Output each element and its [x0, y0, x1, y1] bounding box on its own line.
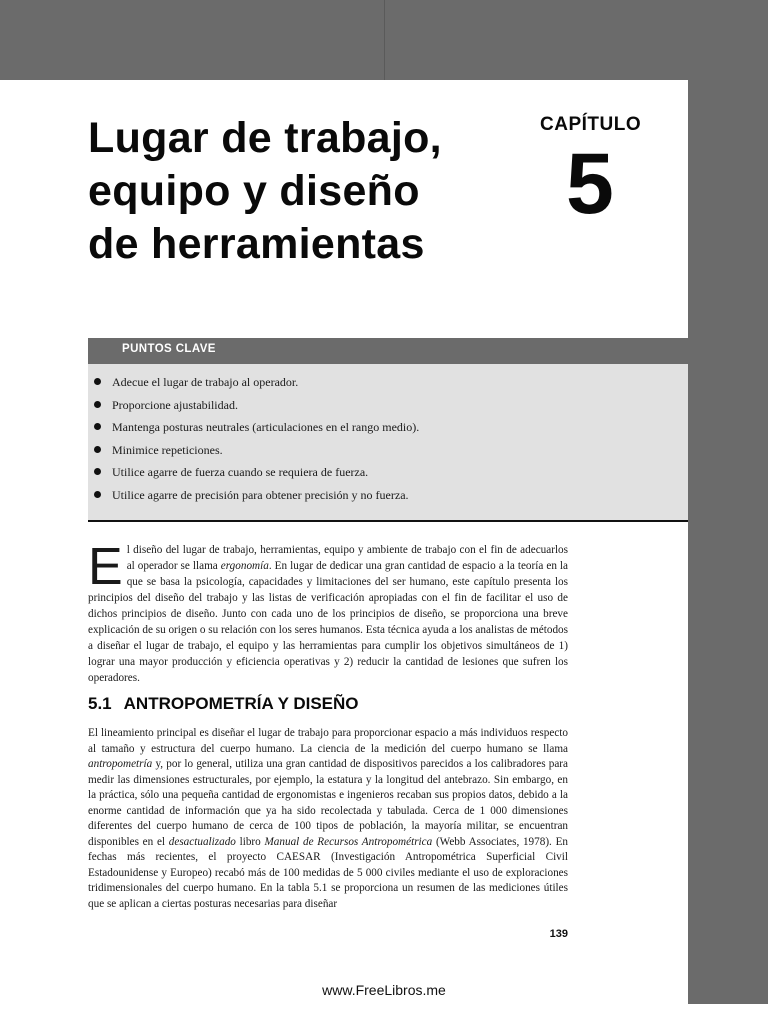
key-points-header	[88, 338, 688, 364]
key-point-text: Adecue el lugar de trabajo al operador.	[112, 375, 299, 389]
bullet-icon	[94, 446, 101, 453]
key-points-box	[88, 364, 688, 522]
bullet-icon	[94, 401, 101, 408]
top-gray-band	[0, 0, 768, 80]
key-point-item	[94, 442, 419, 465]
page-number: 139	[549, 928, 568, 940]
key-point-item	[94, 397, 419, 420]
section-number: 5.1	[88, 694, 112, 713]
right-gray-band	[688, 0, 768, 1004]
chapter-label: CAPÍTULO	[540, 114, 642, 135]
book-title: Manual de Recursos Antropométrica	[264, 835, 433, 848]
bullet-icon	[94, 491, 101, 498]
intro-text-continued: . En lugar de dedicar una gran cantidad de espacio a la teoría en la que se basa la psicología, capacidades y limitaciones del ser humano, este capítulo presenta los principios del diseño del trabajo y las listas de verificación apropiadas con el fin de facilitar el uso de dichos principios de diseño. Junto con cada uno de los principios de diseño, se proporciona una breve explicación de su origen o su relación con los seres humanos. Esta técnica ayuda a los analistas de métodos a diseñar el lugar de trabajo, el equipo y las herramientas para cumplir los objetivos simultáneos de 1) lograr una mayor producción y eficiencia operativas y 2) reducir la cantidad de lesiones que sufren los operadores.	[88, 560, 569, 684]
bullet-icon	[94, 468, 101, 475]
bullet-icon	[94, 423, 101, 430]
body-paragraph	[88, 726, 568, 912]
key-point-text: Minimice repeticiones.	[112, 442, 223, 457]
key-points-list	[94, 374, 419, 510]
body-term: desactualizado	[168, 835, 236, 848]
footer-watermark: www.FreeLibros.me	[322, 982, 446, 998]
key-point-item	[94, 464, 419, 487]
chapter-title-line-2: equipo y diseño	[88, 167, 420, 215]
chapter-title	[88, 112, 528, 271]
key-point-text: Mantenga posturas neutrales (articulaciones en el rango medio).	[112, 420, 420, 435]
key-point-item	[94, 487, 419, 510]
key-point-text: Proporcione ajustabilidad.	[112, 397, 238, 412]
key-point-text: Utilice agarre de precisión para obtener precisión y no fuerza.	[112, 487, 409, 502]
body-text: (Webb Associates, 1978). En fechas más recientes, el proyecto CAESAR (Investigación Antropométrica Superficial Civil Estadounidense y Europeo) recabó más de 100 medidas de 5 000 civiles mediante el uso de exploraciones tridimensionales del cuerpo humano. En la tabla 5.1 se proporciona un resumen de las mediciones útiles que se aplican a ciertas posturas necesarias para diseñar	[88, 835, 568, 910]
intro-paragraph	[88, 538, 569, 686]
drop-cap: E	[88, 538, 123, 596]
band-divider	[384, 0, 385, 80]
body-text: libro	[235, 835, 265, 848]
key-point-text: Utilice agarre de fuerza cuando se requiera de fuerza.	[112, 465, 369, 480]
bullet-icon	[94, 378, 101, 385]
chapter-title-line-3: de herramientas	[88, 220, 425, 268]
key-point-item	[94, 419, 419, 442]
chapter-title-line-1: Lugar de trabajo,	[88, 114, 442, 162]
section-heading	[88, 694, 359, 714]
key-point-item	[94, 374, 419, 397]
section-title: ANTROPOMETRÍA Y DISEÑO	[123, 694, 359, 713]
body-term: antropometría	[88, 758, 153, 770]
intro-text: l diseño del lugar de trabajo, herramientas, equipo y ambiente de trabajo con el fin de adecuarlos al operador se llama	[126, 544, 568, 572]
chapter-number: 5	[566, 136, 614, 232]
body-text: El lineamiento principal es diseñar el lugar de trabajo para proporcionar espacio a más individuos respecto al tamaño y estructura del cuerpo humano. La ciencia de la medición del cuerpo humano se llama	[88, 727, 568, 755]
key-points-header-label: PUNTOS CLAVE	[122, 343, 216, 355]
intro-term: ergonomía	[220, 560, 269, 572]
body-text: y, por lo general, utiliza una gran cantidad de dispositivos parecidos a los calibradores para medir las dimensiones estructurales, por ejemplo, la estatura y la longitud del antebrazo. Sin embargo, en la práctica, sólo una pequeña cantidad de ergonomistas e ingenieros recaban sus propios datos, debido a la enorme cantidad de información que ya ha sido recolectada y tabulada. Cerca de 1 000 dimensiones diferentes del cuerpo humano de cerca de 100 tipos de población, la mayoría militar, se encuentran disponibles en el	[88, 758, 568, 848]
